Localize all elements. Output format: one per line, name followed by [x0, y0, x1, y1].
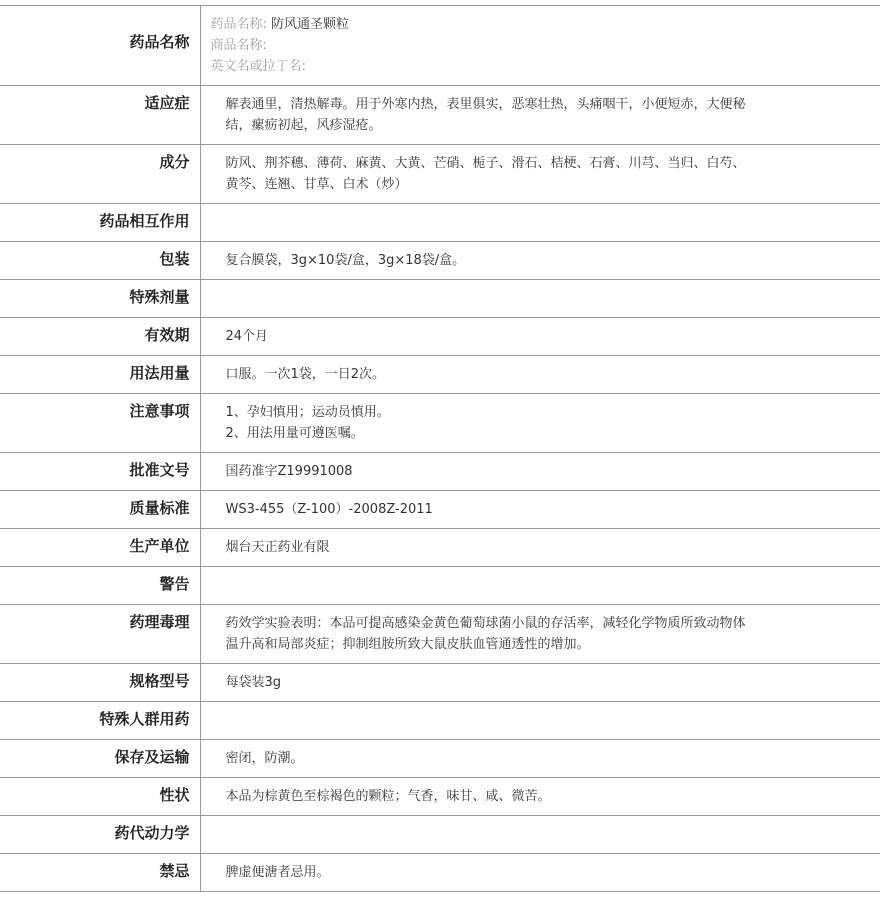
row-value — [200, 854, 880, 892]
row-label: 包装 — [0, 242, 200, 280]
row-value — [200, 740, 880, 778]
value-line: 2、用法用量可遵医嘱。 — [225, 426, 364, 441]
table-row — [0, 854, 880, 892]
row-value — [200, 702, 880, 740]
row-value — [200, 816, 880, 854]
row-label: 药代动力学 — [0, 816, 200, 854]
table-row — [0, 740, 880, 778]
drug-spec-table — [0, 5, 880, 892]
row-value — [200, 145, 880, 204]
value-line: 药效学实验表明：本品可提高感染金黄色葡萄球菌小鼠的存活率，减轻化学物质所致动物体 — [225, 616, 746, 631]
table-row — [0, 204, 880, 242]
value-line — [226, 288, 791, 309]
row-label: 质量标准 — [0, 491, 200, 529]
generic-name-line — [211, 14, 871, 35]
table-row — [0, 491, 880, 529]
table-row — [0, 145, 880, 204]
table-row — [0, 394, 880, 453]
row-label: 特殊剂量 — [0, 280, 200, 318]
row-label: 生产单位 — [0, 529, 200, 567]
value-line: 密闭，防潮。 — [225, 751, 304, 766]
value-line — [226, 212, 791, 233]
table-row — [0, 605, 880, 664]
row-label: 用法用量 — [0, 356, 200, 394]
table-row — [0, 86, 880, 145]
row-label: 药品名称 — [0, 6, 200, 86]
trade-name-line — [211, 35, 871, 56]
table-row-drug-name — [0, 6, 880, 86]
value-line: 本品为棕黄色至棕褐色的颗粒；气香，味甘、咸、微苦。 — [225, 789, 551, 804]
table-row — [0, 816, 880, 854]
value-line: 24个月 — [225, 329, 269, 344]
table-row — [0, 529, 880, 567]
value-line: 复合膜袋，3g×10袋/盒，3g×18袋/盒。 — [225, 253, 466, 268]
value-line: 黄芩、连翘、甘草、白术（炒） — [225, 177, 408, 192]
value-line — [226, 824, 791, 845]
row-label: 适应症 — [0, 86, 200, 145]
row-label: 警告 — [0, 567, 200, 605]
row-value — [200, 204, 880, 242]
row-label: 特殊人群用药 — [0, 702, 200, 740]
row-value — [200, 356, 880, 394]
value-line — [226, 710, 791, 731]
spec-table-body — [0, 6, 880, 892]
value-line: 国药准字Z19991008 — [225, 464, 353, 479]
latin-name-label: 英文名或拉丁名: — [210, 59, 306, 74]
table-row — [0, 318, 880, 356]
row-label: 禁忌 — [0, 854, 200, 892]
value-line: 防风、荆芥穗、薄荷、麻黄、大黄、芒硝、栀子、滑石、桔梗、石膏、川芎、当归、白芍、 — [225, 156, 746, 171]
value-line: WS3-455（Z-100）-2008Z-2011 — [225, 502, 433, 517]
value-line: 每袋装3g — [225, 675, 282, 690]
row-value — [200, 778, 880, 816]
row-label: 保存及运输 — [0, 740, 200, 778]
row-label: 注意事项 — [0, 394, 200, 453]
value-line: 温升高和局部炎症；抑制组胺所致大鼠皮肤血管通透性的增加。 — [225, 637, 590, 652]
drug-name-block — [200, 6, 880, 86]
table-row — [0, 280, 880, 318]
row-value — [200, 567, 880, 605]
value-line: 1、孕妇慎用；运动员慎用。 — [225, 405, 390, 420]
row-value — [200, 491, 880, 529]
table-row — [0, 778, 880, 816]
row-label: 药理毒理 — [0, 605, 200, 664]
row-label: 规格型号 — [0, 664, 200, 702]
row-value — [200, 664, 880, 702]
value-line: 结，瘰疬初起，风疹湿疮。 — [225, 118, 382, 133]
trade-name-label: 商品名称: — [210, 38, 267, 53]
row-value — [200, 529, 880, 567]
table-row — [0, 453, 880, 491]
row-value — [200, 280, 880, 318]
row-value — [200, 86, 880, 145]
row-value — [200, 242, 880, 280]
table-row — [0, 356, 880, 394]
table-row — [0, 702, 880, 740]
value-line: 脾虚便溏者忌用。 — [225, 865, 330, 880]
latin-name-line — [211, 56, 871, 77]
value-line: 烟台天正药业有限 — [225, 540, 330, 555]
value-line — [226, 575, 791, 596]
table-row — [0, 664, 880, 702]
row-value — [200, 318, 880, 356]
value-line: 口服。一次1袋，一日2次。 — [225, 367, 386, 382]
row-label: 性状 — [0, 778, 200, 816]
value-line: 解表通里，清热解毒。用于外寒内热，表里俱实，恶寒壮热，头痛咽干，小便短赤，大便秘 — [225, 97, 746, 112]
table-row — [0, 242, 880, 280]
row-label: 成分 — [0, 145, 200, 204]
generic-name-label: 药品名称: — [210, 17, 267, 32]
row-label: 有效期 — [0, 318, 200, 356]
row-value — [200, 605, 880, 664]
generic-name-value: 防风通圣颗粒 — [271, 17, 350, 32]
row-value — [200, 453, 880, 491]
table-row — [0, 567, 880, 605]
row-label: 药品相互作用 — [0, 204, 200, 242]
row-value — [200, 394, 880, 453]
row-label: 批准文号 — [0, 453, 200, 491]
